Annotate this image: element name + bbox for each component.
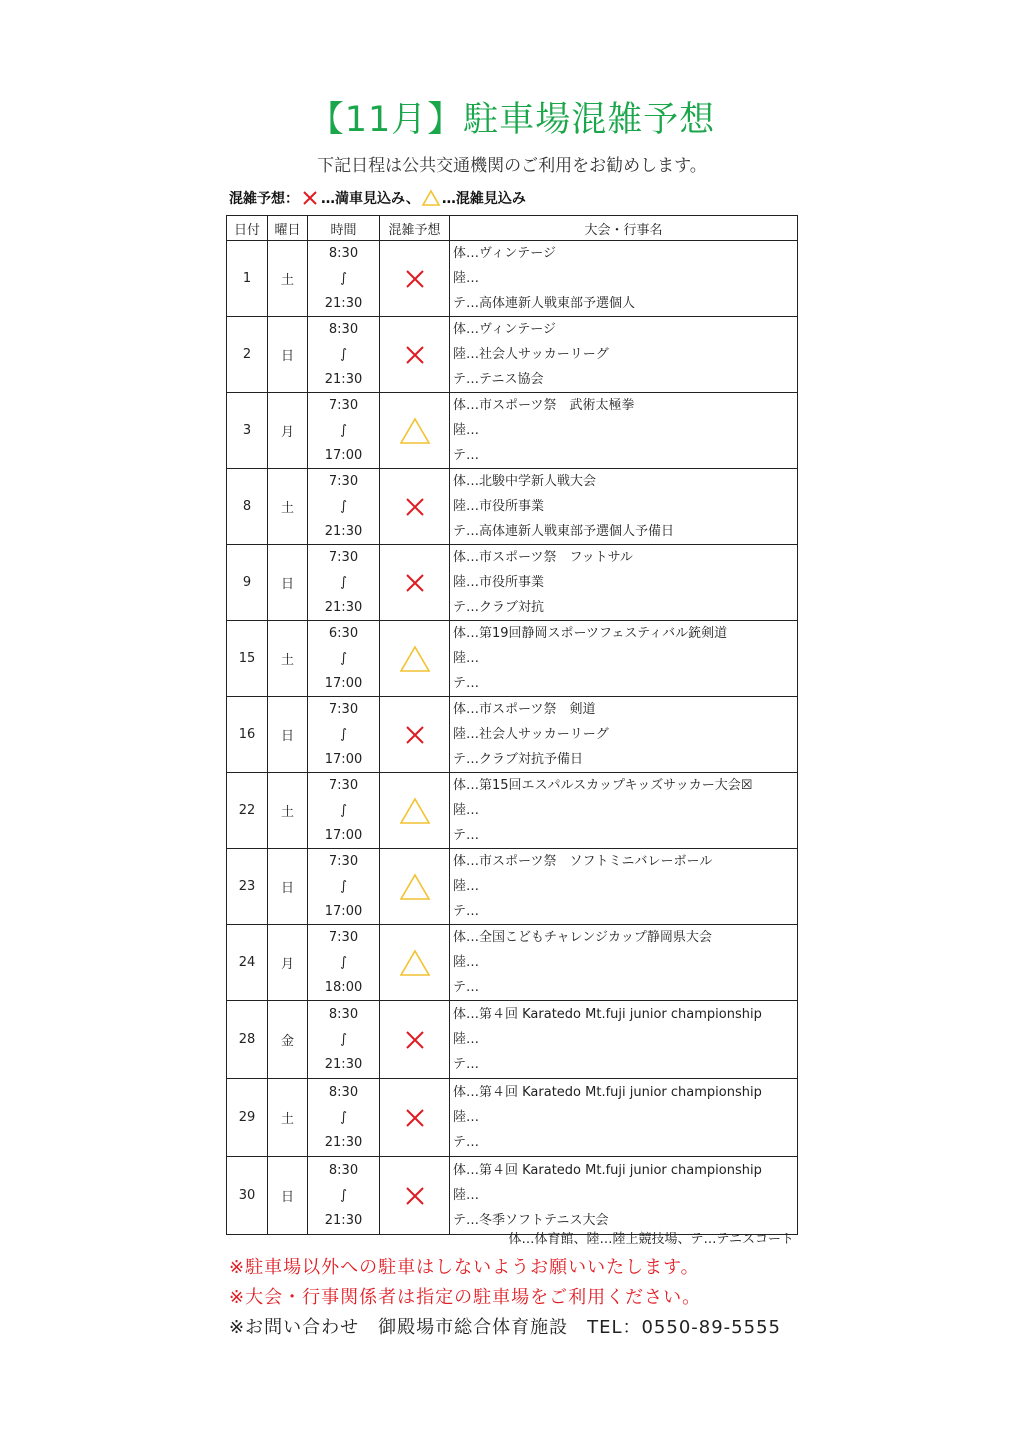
day-cell: 土 bbox=[268, 1079, 308, 1157]
end-time: 17:00 bbox=[324, 448, 363, 463]
start-time: 7:30 bbox=[328, 702, 359, 717]
time-separator: ∫ bbox=[340, 803, 347, 818]
start-time: 7:30 bbox=[328, 778, 359, 793]
day-cell: 土 bbox=[268, 241, 308, 317]
congestion-cell bbox=[380, 773, 450, 849]
congestion-cell bbox=[380, 393, 450, 469]
day-cell: 金 bbox=[268, 1001, 308, 1079]
table-row bbox=[227, 621, 798, 697]
start-time: 8:30 bbox=[328, 322, 359, 337]
end-time: 21:30 bbox=[324, 1213, 363, 1228]
event-line: 体…北駿中学新人戦大会 bbox=[453, 474, 597, 489]
event-line: 陸…市役所事業 bbox=[453, 575, 545, 590]
cross-icon bbox=[380, 724, 449, 746]
time-cell bbox=[308, 241, 380, 317]
congestion-cell bbox=[380, 925, 450, 1001]
table-row bbox=[227, 849, 798, 925]
congestion-cell bbox=[380, 241, 450, 317]
event-line: テ… bbox=[453, 676, 480, 691]
event-line: テ… bbox=[453, 448, 480, 463]
date-cell: 1 bbox=[227, 241, 268, 317]
time-separator: ∫ bbox=[340, 423, 347, 438]
start-time: 7:30 bbox=[328, 854, 359, 869]
cross-icon bbox=[380, 496, 449, 518]
congestion-cell bbox=[380, 697, 450, 773]
events-cell bbox=[450, 849, 798, 925]
triangle-icon bbox=[380, 645, 449, 673]
event-line: テ…クラブ対抗予備日 bbox=[453, 752, 584, 767]
header-date: 日付 bbox=[227, 216, 268, 241]
day-cell: 日 bbox=[268, 1157, 308, 1235]
triangle-icon bbox=[380, 797, 449, 825]
time-cell bbox=[308, 849, 380, 925]
time-cell bbox=[308, 393, 380, 469]
date-cell: 16 bbox=[227, 697, 268, 773]
day-cell: 月 bbox=[268, 393, 308, 469]
table-row bbox=[227, 697, 798, 773]
date-cell: 22 bbox=[227, 773, 268, 849]
event-line: 体…第４回 Karatedo Mt.fuji junior championship bbox=[453, 1085, 762, 1100]
date-cell: 8 bbox=[227, 469, 268, 545]
header-day: 曜日 bbox=[268, 216, 308, 241]
day-cell: 土 bbox=[268, 469, 308, 545]
event-line: 体…市スポーツ祭 ソフトミニバレーボール bbox=[453, 854, 713, 869]
cross-icon bbox=[380, 1107, 449, 1129]
end-time: 21:30 bbox=[324, 1057, 363, 1072]
cross-icon bbox=[380, 344, 449, 366]
triangle-icon bbox=[380, 873, 449, 901]
event-line: 陸… bbox=[453, 955, 480, 970]
events-cell bbox=[450, 925, 798, 1001]
event-line: 陸… bbox=[453, 271, 480, 286]
congestion-legend bbox=[229, 188, 526, 208]
time-cell bbox=[308, 925, 380, 1001]
events-cell bbox=[450, 697, 798, 773]
table-row bbox=[227, 1001, 798, 1079]
cross-icon bbox=[300, 189, 320, 207]
time-cell bbox=[308, 545, 380, 621]
time-separator: ∫ bbox=[340, 727, 347, 742]
events-cell bbox=[450, 317, 798, 393]
start-time: 8:30 bbox=[328, 246, 359, 261]
end-time: 21:30 bbox=[324, 372, 363, 387]
time-separator: ∫ bbox=[340, 651, 347, 666]
date-cell: 2 bbox=[227, 317, 268, 393]
end-time: 17:00 bbox=[324, 676, 363, 691]
event-line: 陸… bbox=[453, 423, 480, 438]
event-line: 陸…社会人サッカーリーグ bbox=[453, 347, 609, 362]
table-row bbox=[227, 1079, 798, 1157]
event-line: 陸… bbox=[453, 1032, 480, 1047]
event-line: 陸…市役所事業 bbox=[453, 499, 545, 514]
table-row bbox=[227, 317, 798, 393]
start-time: 8:30 bbox=[328, 1085, 359, 1100]
table-row bbox=[227, 1157, 798, 1235]
event-line: 陸… bbox=[453, 1110, 480, 1125]
day-cell: 土 bbox=[268, 621, 308, 697]
parking-note: ※駐車場以外への駐車はしないようお願いいたします。 bbox=[229, 1257, 700, 1278]
date-cell: 9 bbox=[227, 545, 268, 621]
congestion-cell bbox=[380, 621, 450, 697]
table-row bbox=[227, 469, 798, 545]
triangle-icon bbox=[421, 189, 441, 207]
time-separator: ∫ bbox=[340, 499, 347, 514]
congestion-cell bbox=[380, 469, 450, 545]
end-time: 21:30 bbox=[324, 600, 363, 615]
time-separator: ∫ bbox=[340, 879, 347, 894]
event-line: 陸… bbox=[453, 651, 480, 666]
table-row bbox=[227, 241, 798, 317]
events-cell bbox=[450, 545, 798, 621]
event-line: 体…市スポーツ祭 武術太極拳 bbox=[453, 398, 635, 413]
header-events: 大会・行事名 bbox=[450, 216, 798, 241]
participants-note: ※大会・行事関係者は指定の駐車場をご利用ください。 bbox=[229, 1287, 702, 1308]
time-cell bbox=[308, 469, 380, 545]
events-cell bbox=[450, 621, 798, 697]
event-line: 体…第15回エスパルスカップキッズサッカー大会☒ bbox=[453, 778, 753, 793]
page-subtitle: 下記日程は公共交通機関のご利用をお勧めします。 bbox=[317, 156, 707, 176]
time-separator: ∫ bbox=[340, 575, 347, 590]
time-separator: ∫ bbox=[340, 347, 347, 362]
congestion-cell bbox=[380, 1001, 450, 1079]
date-cell: 28 bbox=[227, 1001, 268, 1079]
congestion-cell bbox=[380, 317, 450, 393]
events-cell bbox=[450, 773, 798, 849]
date-cell: 23 bbox=[227, 849, 268, 925]
event-line: テ… bbox=[453, 828, 480, 843]
start-time: 6:30 bbox=[328, 626, 359, 641]
events-cell bbox=[450, 393, 798, 469]
end-time: 21:30 bbox=[324, 296, 363, 311]
event-line: テ…高体連新人戦東部予選個人 bbox=[453, 296, 636, 311]
start-time: 7:30 bbox=[328, 930, 359, 945]
date-cell: 29 bbox=[227, 1079, 268, 1157]
time-separator: ∫ bbox=[340, 1110, 347, 1125]
time-separator: ∫ bbox=[340, 955, 347, 970]
events-cell bbox=[450, 1079, 798, 1157]
event-line: 体…市スポーツ祭 剣道 bbox=[453, 702, 596, 717]
events-cell bbox=[450, 241, 798, 317]
event-line: 体…市スポーツ祭 フットサル bbox=[453, 550, 633, 565]
table-row bbox=[227, 393, 798, 469]
events-cell bbox=[450, 1001, 798, 1079]
event-line: テ… bbox=[453, 1135, 480, 1150]
event-line: テ… bbox=[453, 980, 480, 995]
time-cell bbox=[308, 773, 380, 849]
facility-legend: 体…体育館、陸…陸上競技場、テ…テニスコート bbox=[508, 1232, 794, 1247]
day-cell: 日 bbox=[268, 317, 308, 393]
event-line: 体…ヴィンテージ bbox=[453, 322, 556, 337]
time-separator: ∫ bbox=[340, 1188, 347, 1203]
event-line: 体…第４回 Karatedo Mt.fuji junior championship bbox=[453, 1163, 762, 1178]
event-line: 体…第19回静岡スポーツフェスティバル銃剣道 bbox=[453, 626, 728, 641]
date-cell: 3 bbox=[227, 393, 268, 469]
cross-icon bbox=[380, 1185, 449, 1207]
event-line: テ… bbox=[453, 1057, 480, 1072]
event-line: 陸… bbox=[453, 879, 480, 894]
time-cell bbox=[308, 317, 380, 393]
events-cell bbox=[450, 469, 798, 545]
time-separator: ∫ bbox=[340, 271, 347, 286]
header-time: 時間 bbox=[308, 216, 380, 241]
start-time: 7:30 bbox=[328, 398, 359, 413]
contact-info: ※お問い合わせ 御殿場市総合体育施設 TEL：0550-89-5555 bbox=[229, 1317, 781, 1338]
congestion-cell bbox=[380, 1079, 450, 1157]
start-time: 7:30 bbox=[328, 474, 359, 489]
event-line: テ…高体連新人戦東部予選個人予備日 bbox=[453, 524, 675, 539]
end-time: 17:00 bbox=[324, 752, 363, 767]
cross-icon bbox=[380, 268, 449, 290]
header-congestion: 混雑予想 bbox=[380, 216, 450, 241]
day-cell: 日 bbox=[268, 697, 308, 773]
event-line: 体…第４回 Karatedo Mt.fuji junior championship bbox=[453, 1007, 762, 1022]
table-row bbox=[227, 925, 798, 1001]
events-cell bbox=[450, 1157, 798, 1235]
start-time: 7:30 bbox=[328, 550, 359, 565]
table-header-row bbox=[227, 216, 798, 241]
day-cell: 日 bbox=[268, 849, 308, 925]
event-line: テ…テニス協会 bbox=[453, 372, 544, 387]
legend-busy-text: …混雑見込み bbox=[441, 191, 526, 207]
event-line: 陸…社会人サッカーリーグ bbox=[453, 727, 609, 742]
event-line: 体…全国こどもチャレンジカップ静岡県大会 bbox=[453, 930, 712, 945]
congestion-cell bbox=[380, 849, 450, 925]
event-line: 陸… bbox=[453, 1188, 480, 1203]
start-time: 8:30 bbox=[328, 1007, 359, 1022]
date-cell: 30 bbox=[227, 1157, 268, 1235]
event-line: テ…クラブ対抗 bbox=[453, 600, 545, 615]
table-row bbox=[227, 545, 798, 621]
page-title: 【11月】駐車場混雑予想 bbox=[308, 100, 716, 140]
time-cell bbox=[308, 621, 380, 697]
day-cell: 日 bbox=[268, 545, 308, 621]
time-cell bbox=[308, 697, 380, 773]
day-cell: 土 bbox=[268, 773, 308, 849]
cross-icon bbox=[380, 1029, 449, 1051]
end-time: 17:00 bbox=[324, 904, 363, 919]
day-cell: 月 bbox=[268, 925, 308, 1001]
legend-prefix: 混雑予想： bbox=[229, 191, 299, 207]
date-cell: 15 bbox=[227, 621, 268, 697]
cross-icon bbox=[380, 572, 449, 594]
end-time: 17:00 bbox=[324, 828, 363, 843]
time-separator: ∫ bbox=[340, 1032, 347, 1047]
triangle-icon bbox=[380, 417, 449, 445]
time-cell bbox=[308, 1001, 380, 1079]
event-line: テ… bbox=[453, 904, 480, 919]
start-time: 8:30 bbox=[328, 1163, 359, 1178]
event-line: テ…冬季ソフトテニス大会 bbox=[453, 1213, 609, 1228]
legend-full-text: …満車見込み、 bbox=[321, 191, 420, 207]
time-cell bbox=[308, 1079, 380, 1157]
triangle-icon bbox=[380, 949, 449, 977]
schedule-table bbox=[226, 215, 798, 1235]
event-line: 陸… bbox=[453, 803, 480, 818]
table-row bbox=[227, 773, 798, 849]
end-time: 21:30 bbox=[324, 1135, 363, 1150]
date-cell: 24 bbox=[227, 925, 268, 1001]
event-line: 体…ヴィンテージ bbox=[453, 246, 556, 261]
time-cell bbox=[308, 1157, 380, 1235]
end-time: 21:30 bbox=[324, 524, 363, 539]
end-time: 18:00 bbox=[324, 980, 363, 995]
congestion-cell bbox=[380, 1157, 450, 1235]
congestion-cell bbox=[380, 545, 450, 621]
